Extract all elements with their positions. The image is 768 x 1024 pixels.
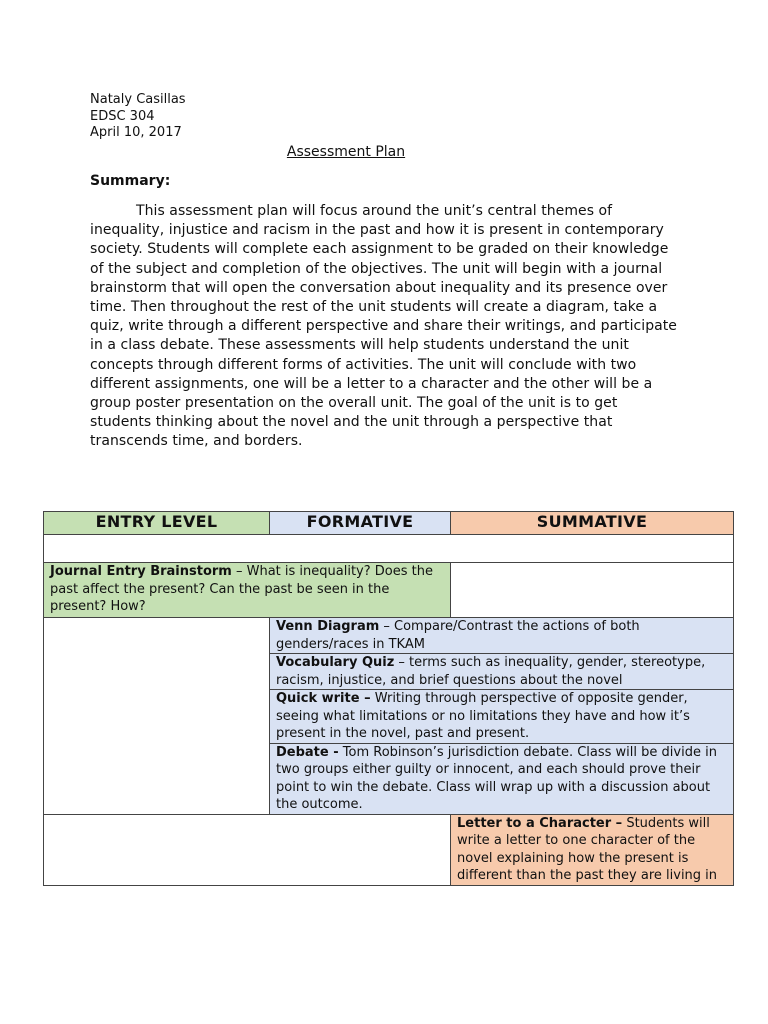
empty-cell — [44, 535, 734, 563]
formative-title: Quick write – — [276, 691, 371, 706]
formative-cell — [270, 654, 734, 690]
table-row — [44, 618, 734, 654]
table-header-row — [44, 512, 734, 535]
table-row — [44, 563, 734, 618]
formative-text: – terms such as inequality, gender, stereotype, racism, injustice, and brief questions about the novel — [276, 655, 706, 688]
formative-text: – Compare/Contrast the actions of both genders/races in TKAM — [276, 619, 640, 652]
summary-body — [90, 202, 682, 452]
header-formative: FORMATIVE — [270, 512, 451, 535]
summary-heading: Summary: — [90, 173, 171, 189]
formative-title: Venn Diagram — [276, 619, 380, 634]
entry-text: – What is inequality? Does the past affect the present? Can the past be seen in the present? How? — [50, 564, 433, 614]
summative-title: Letter to a Character – — [457, 815, 623, 831]
page-title-text: Assessment Plan — [286, 144, 406, 160]
document-header — [90, 92, 186, 142]
formative-cell — [270, 743, 734, 814]
empty-cell — [44, 814, 451, 885]
empty-cell — [451, 563, 734, 618]
document-date: April 10, 2017 — [90, 125, 182, 140]
table-row — [44, 814, 734, 885]
empty-cell — [44, 618, 270, 815]
table-spacer-row — [44, 535, 734, 563]
formative-text: Writing through perspective of opposite gender, seeing what limitations or no limitations they have and how it’s present in the novel, past and present. — [276, 691, 690, 741]
entry-title: Journal Entry Brainstorm — [50, 564, 232, 579]
author-name: Nataly Casillas — [90, 92, 186, 107]
summary-paragraph: This assessment plan will focus around the unit’s central themes of inequality, injustice and racism in the past and how it is present in contemporary society. Students will complete each assignment to be graded on their knowledge of the subject and completion of the objectives. The unit will begin with a journal brainstorm that will open the conversation about inequality and its presence over time. Then throughout the rest of the unit students will create a diagram, take a quiz, write through a different perspective and share their writings, and participate in a class debate. These assessments will help students understand the unit concepts through different forms of activities. The unit will conclude with two different assignments, one will be a letter to a character and the other will be a group poster presentation on the overall unit. The goal of the unit is to get students thinking about the novel and the unit through a perspective that transcends time, and borders. — [90, 203, 677, 450]
formative-text: Tom Robinson’s jurisdiction debate. Class will be divide in two groups either guilty or innocent, and each should prove their point to win the debate. Class will wrap up with a discussion about the outcome. — [276, 744, 717, 812]
course-code: EDSC 304 — [90, 108, 155, 124]
header-entry-level: ENTRY LEVEL — [44, 512, 270, 535]
formative-title: Debate - — [276, 744, 339, 760]
formative-title: Vocabulary Quiz — [276, 655, 395, 670]
header-summative: SUMMATIVE — [451, 512, 734, 535]
entry-cell — [44, 563, 451, 618]
formative-cell — [270, 690, 734, 744]
summative-text: Students will write a letter to one character of the novel explaining how the present is different than the past they are living in — [457, 815, 718, 883]
summative-cell — [451, 814, 734, 885]
formative-cell — [270, 618, 734, 654]
page-title — [0, 144, 692, 160]
assessment-table — [43, 511, 734, 886]
